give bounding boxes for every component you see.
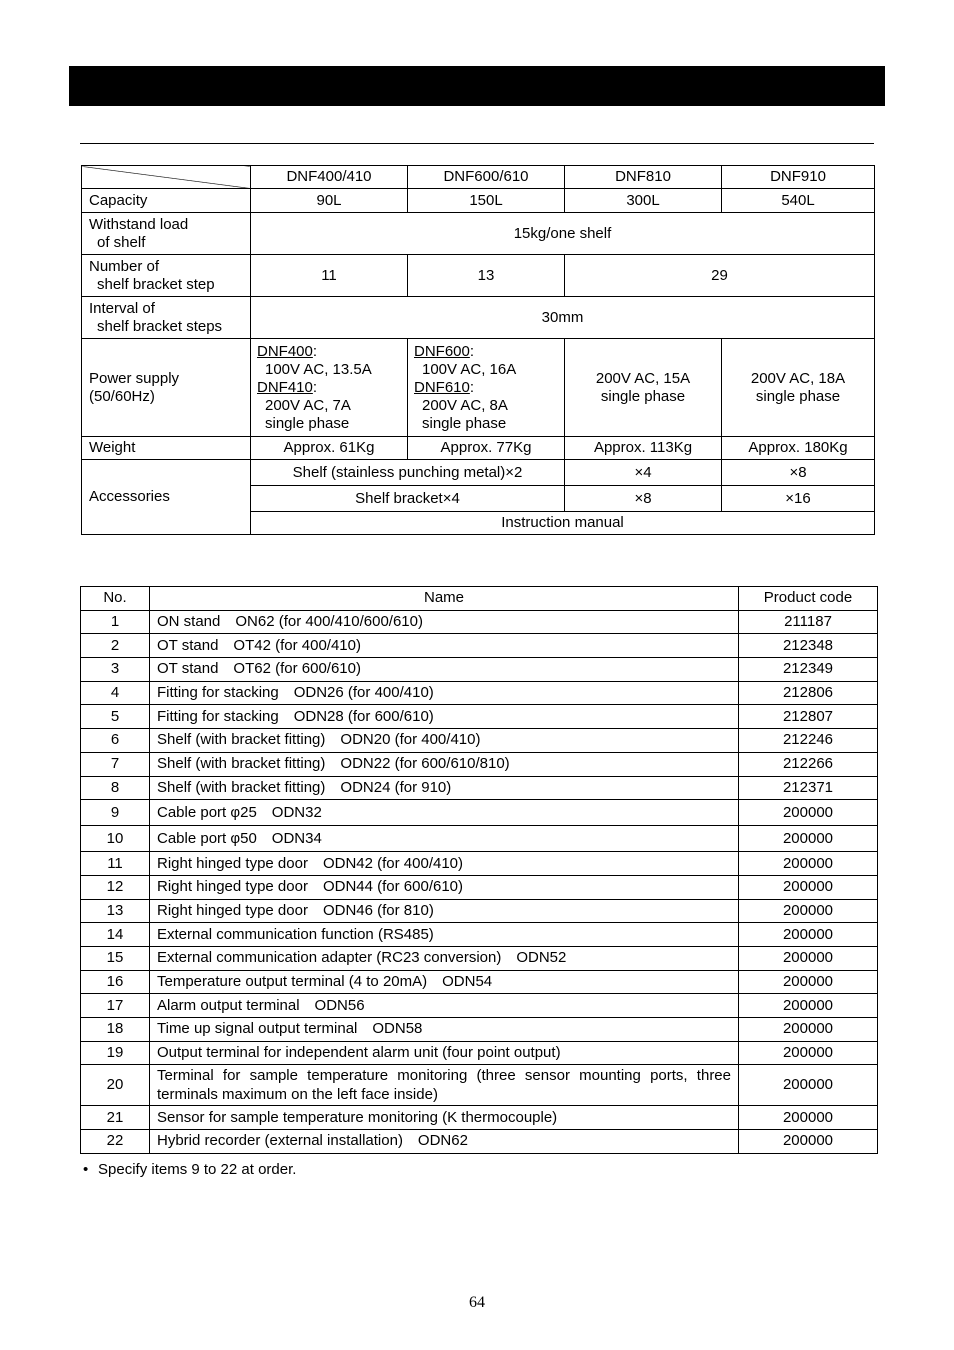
- weight-value: Approx. 113Kg: [565, 437, 722, 460]
- capacity-value: 540L: [722, 189, 875, 213]
- bracket-step-value: 29: [565, 255, 875, 297]
- table-row: [81, 970, 878, 994]
- option-code: 200000: [739, 994, 878, 1018]
- option-code: 200000: [739, 852, 878, 876]
- option-code: 200000: [739, 800, 878, 826]
- table-row: [81, 1065, 878, 1106]
- option-name: Temperature output terminal (4 to 20mA) ODN54: [150, 970, 739, 994]
- option-code: 200000: [739, 1041, 878, 1065]
- row-label: [82, 213, 251, 255]
- power-phase: single phase: [422, 414, 507, 432]
- specifications-table: [81, 165, 875, 535]
- option-name: OT stand OT62 (for 600/610): [150, 658, 739, 682]
- option-name: Time up signal output terminal ODN58: [150, 1018, 739, 1042]
- model-name: DNF410: [257, 378, 313, 396]
- option-code: 200000: [739, 1018, 878, 1042]
- model-name: DNF400: [257, 342, 313, 360]
- option-name: Cable port φ50 ODN34: [150, 826, 739, 852]
- accessory-bracket: Shelf bracket×4: [251, 486, 565, 512]
- power-spec: 100V AC, 13.5A: [265, 360, 372, 378]
- option-code: 200000: [739, 1065, 878, 1106]
- table-row: [81, 1041, 878, 1065]
- table-row: [81, 658, 878, 682]
- option-code: 200000: [739, 1106, 878, 1130]
- accessory-manual: Instruction manual: [251, 512, 875, 535]
- option-code: 200000: [739, 875, 878, 899]
- power-spec: 200V AC, 18A: [750, 369, 846, 387]
- option-no: 12: [81, 875, 150, 899]
- capacity-value: 300L: [565, 189, 722, 213]
- row-label: [82, 339, 251, 437]
- option-no: 1: [81, 610, 150, 634]
- weight-row: [82, 437, 875, 460]
- option-no: 5: [81, 705, 150, 729]
- power-phase: single phase: [600, 387, 686, 405]
- table-row: [81, 752, 878, 776]
- capacity-value: 90L: [251, 189, 408, 213]
- table-row: [81, 1130, 878, 1154]
- label-line: shelf bracket step: [97, 275, 215, 293]
- option-code: 200000: [739, 946, 878, 970]
- option-code: 212806: [739, 681, 878, 705]
- accessory-bracket-810: ×8: [565, 486, 722, 512]
- option-code: 212246: [739, 729, 878, 753]
- option-no: 15: [81, 946, 150, 970]
- options-table: [80, 586, 878, 1154]
- option-name: Cable port φ25 ODN32: [150, 800, 739, 826]
- option-code: 200000: [739, 923, 878, 947]
- row-label: Accessories: [82, 460, 251, 535]
- option-no: 18: [81, 1018, 150, 1042]
- option-code: 200000: [739, 970, 878, 994]
- withstand-row: [82, 213, 875, 255]
- option-no: 9: [81, 800, 150, 826]
- label-line: (50/60Hz): [89, 387, 155, 405]
- table-row: [81, 610, 878, 634]
- capacity-value: 150L: [408, 189, 565, 213]
- order-note: [83, 1161, 296, 1178]
- table-row: [81, 946, 878, 970]
- option-code: 200000: [739, 826, 878, 852]
- option-code: 200000: [739, 899, 878, 923]
- withstand-value: 15kg/one shelf: [251, 213, 875, 255]
- power-spec: 200V AC, 15A: [595, 369, 691, 387]
- options-header-row: [81, 587, 878, 611]
- table-row: [81, 681, 878, 705]
- table-row: [81, 994, 878, 1018]
- bracket-step-value: 11: [251, 255, 408, 297]
- model-header: DNF810: [565, 166, 722, 189]
- header-name: Name: [150, 587, 739, 611]
- table-row: [81, 899, 878, 923]
- option-name: Shelf (with bracket fitting) ODN20 (for 400/410): [150, 729, 739, 753]
- weight-value: Approx. 61Kg: [251, 437, 408, 460]
- option-no: 20: [81, 1065, 150, 1106]
- table-row: [81, 705, 878, 729]
- option-no: 14: [81, 923, 150, 947]
- option-no: 19: [81, 1041, 150, 1065]
- table-row: [81, 875, 878, 899]
- power-dnf600-610: DNF600: 100V AC, 16A DNF610: 200V AC, 8A single phase: [408, 339, 565, 437]
- option-no: 17: [81, 994, 150, 1018]
- accessory-shelf-810: ×4: [565, 460, 722, 486]
- option-code: 212807: [739, 705, 878, 729]
- table-row: [81, 776, 878, 800]
- bracket-interval-row: [82, 297, 875, 339]
- power-row: [82, 339, 875, 437]
- option-name: Alarm output terminal ODN56: [150, 994, 739, 1018]
- table-row: [81, 852, 878, 876]
- option-name: Hybrid recorder (external installation) ODN62: [150, 1130, 739, 1154]
- capacity-row: [82, 189, 875, 213]
- row-label: [82, 255, 251, 297]
- page-number: 64: [469, 1294, 485, 1311]
- power-spec: 200V AC, 8A: [422, 396, 508, 414]
- option-code: 211187: [739, 610, 878, 634]
- option-code: 212371: [739, 776, 878, 800]
- option-no: 4: [81, 681, 150, 705]
- option-name: Right hinged type door ODN46 (for 810): [150, 899, 739, 923]
- label-line: of shelf: [97, 233, 146, 251]
- bracket-interval-value: 30mm: [251, 297, 875, 339]
- label-line: Power supply: [89, 369, 180, 387]
- power-phase: single phase: [755, 387, 841, 405]
- option-no: 16: [81, 970, 150, 994]
- option-no: 21: [81, 1106, 150, 1130]
- options-body: [81, 610, 878, 1153]
- accessories-shelf-row: [82, 460, 875, 486]
- section-rule: [80, 143, 874, 144]
- option-no: 8: [81, 776, 150, 800]
- option-no: 7: [81, 752, 150, 776]
- row-label: [82, 297, 251, 339]
- table-row: [81, 923, 878, 947]
- corner-cell: [82, 166, 251, 189]
- bullet-icon: •: [83, 1161, 89, 1178]
- spec-header-row: [82, 166, 875, 189]
- option-name: Sensor for sample temperature monitoring (K thermocouple): [150, 1106, 739, 1130]
- option-no: 6: [81, 729, 150, 753]
- option-code: 200000: [739, 1130, 878, 1154]
- row-label: Capacity: [82, 189, 251, 213]
- option-name: Fitting for stacking ODN26 (for 400/410): [150, 681, 739, 705]
- power-spec: 200V AC, 7A: [265, 396, 351, 414]
- option-code: 212348: [739, 634, 878, 658]
- accessory-shelf-910: ×8: [722, 460, 875, 486]
- option-no: 11: [81, 852, 150, 876]
- weight-value: Approx. 180Kg: [722, 437, 875, 460]
- power-dnf810: [565, 339, 722, 437]
- model-header: DNF600/610: [408, 166, 565, 189]
- option-name: Terminal for sample temperature monitoring (three sensor mounting ports, three terminals maximum on the left face inside): [150, 1065, 739, 1106]
- option-name: External communication adapter (RC23 conversion) ODN52: [150, 946, 739, 970]
- option-name: Right hinged type door ODN44 (for 600/610): [150, 875, 739, 899]
- label-line: shelf bracket steps: [97, 317, 223, 335]
- option-name: Shelf (with bracket fitting) ODN22 (for 600/610/810): [150, 752, 739, 776]
- option-no: 2: [81, 634, 150, 658]
- model-name: DNF600: [414, 342, 470, 360]
- table-row: [81, 826, 878, 852]
- accessory-shelf: Shelf (stainless punching metal)×2: [251, 460, 565, 486]
- option-no: 13: [81, 899, 150, 923]
- table-row: [81, 729, 878, 753]
- row-label: Weight: [82, 437, 251, 460]
- option-name: Fitting for stacking ODN28 (for 600/610): [150, 705, 739, 729]
- option-name: Shelf (with bracket fitting) ODN24 (for 910): [150, 776, 739, 800]
- table-row: [81, 800, 878, 826]
- option-no: 3: [81, 658, 150, 682]
- label-line: Withstand load: [89, 215, 189, 233]
- section-header-bar: [69, 66, 885, 106]
- note-text: Specify items 9 to 22 at order.: [98, 1161, 297, 1178]
- table-row: [81, 1106, 878, 1130]
- power-phase: single phase: [265, 414, 350, 432]
- weight-value: Approx. 77Kg: [408, 437, 565, 460]
- model-header: DNF400/410: [251, 166, 408, 189]
- label-line: Interval of: [89, 299, 155, 317]
- option-code: 212349: [739, 658, 878, 682]
- option-name: Right hinged type door ODN42 (for 400/410): [150, 852, 739, 876]
- option-name: ON stand ON62 (for 400/410/600/610): [150, 610, 739, 634]
- option-name: OT stand OT42 (for 400/410): [150, 634, 739, 658]
- option-name: Output terminal for independent alarm unit (four point output): [150, 1041, 739, 1065]
- label-line: Number of: [89, 257, 160, 275]
- bracket-step-value: 13: [408, 255, 565, 297]
- option-no: 10: [81, 826, 150, 852]
- option-no: 22: [81, 1130, 150, 1154]
- header-no: No.: [81, 587, 150, 611]
- bracket-step-row: [82, 255, 875, 297]
- power-spec: 100V AC, 16A: [422, 360, 517, 378]
- header-code: Product code: [739, 587, 878, 611]
- table-row: [81, 1018, 878, 1042]
- model-name: DNF610: [414, 378, 470, 396]
- power-dnf910: [722, 339, 875, 437]
- table-row: [81, 634, 878, 658]
- power-dnf400-410: DNF400: 100V AC, 13.5A DNF410: 200V AC, 7A single phase: [251, 339, 408, 437]
- model-header: DNF910: [722, 166, 875, 189]
- accessory-bracket-910: ×16: [722, 486, 875, 512]
- option-code: 212266: [739, 752, 878, 776]
- option-name: External communication function (RS485): [150, 923, 739, 947]
